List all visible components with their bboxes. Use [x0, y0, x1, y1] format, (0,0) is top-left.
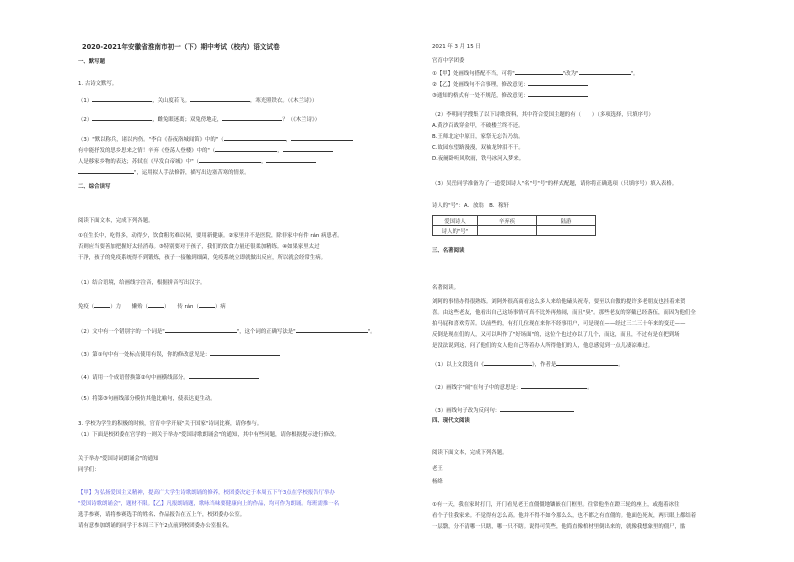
question-line [78, 115, 320, 124]
answer-blank[interactable] [484, 360, 532, 366]
answer-blank[interactable] [515, 69, 563, 75]
question-text: 》，作者是 [531, 362, 557, 368]
table-header: 陆游 [537, 216, 596, 226]
answer-blank[interactable] [528, 91, 588, 97]
passage-line: ①在生长中，吃得多，动得少，饮食粗劣难以伺，要用新健康。②家里并不是医院，除非家中有件 rán 病患者。 [78, 233, 343, 239]
section-heading: 四、现代文阅读 [432, 418, 470, 424]
passage-line: 喜。由这些老友，他看出自己这场事情可真不比外再热闹，而且"臭"。那些老友的穿戴已经落伍，而因为他们全 [432, 310, 696, 316]
answer-blank[interactable] [528, 80, 588, 86]
answer-blank[interactable] [190, 96, 250, 102]
option-a: A.黄沙百战穿金甲，不破楼兰终不还。 [432, 123, 524, 129]
exam-title: 2020-2021年安徽省淮南市初一（下）期中考试（校内）语文试卷 [82, 43, 280, 51]
question-text: ）病 [214, 304, 226, 310]
answer-blank[interactable] [222, 115, 282, 121]
notice-line: 选手参赛，请将参赛选手的姓名、作品报告在五上午，校团委办公室。 [78, 512, 246, 518]
sub-question: （1）下面是校团委在官学的一则关于举办"爱国诗歌朗诵会"的通知，其中有些问题，请你根据提示进行修改。 [78, 432, 340, 438]
answer-blank[interactable] [579, 69, 631, 75]
question-text: ①【甲】处画线句搭配不当，可将" [432, 71, 515, 77]
question-line: 人是移家乡物的表达；苏轼在《早发白帝城》中"（ ， [78, 157, 316, 166]
passage-line: 反倒是现在们的人，又可以叫作了"好场面"的，这位个也过亦以了几个，而这，而且，不过有是在把到场 [432, 332, 680, 338]
answer-blank[interactable] [283, 146, 333, 152]
passage-line: 否则应当要善加把握好太轻消毒。③特别要对于孩子，我们的饮食力量还很柔加精练。④如果家里太过 [78, 244, 320, 250]
section-heading: 一、默写题 [78, 59, 105, 65]
sub-question [432, 91, 588, 100]
question-text: ？（《木兰诗》） [282, 117, 321, 123]
passage-line: 干净，孩子的免疫系统得不到锻炼，孩子一接触到细菌，免疫系统立即就做出反应，所以就会经常生病。 [78, 255, 326, 261]
sub-question [78, 302, 226, 311]
section-heading: 二、综合读写 [78, 184, 111, 190]
question-text: "改为" [562, 71, 579, 77]
question-text: （3）画线句子改为反问句： [432, 408, 501, 414]
question-line: 有中能抒发的思乡思来之情！辛弃《登荡人登楼》中的"（ ， [78, 146, 333, 155]
question-line: （3）"默以称兵，诸以内伤。"李白《春夜洛城闻笛》中的"（ ， [78, 135, 353, 144]
notice-salutation: 同学们： [78, 467, 100, 473]
answer-blank[interactable] [521, 383, 587, 389]
passage-line: 一层翳，分不清哪一只瞎，哪一只不瞎。说得可笑些，他简直像棺材里倒出来的，就像我想象里的僵尸，骷 [432, 524, 686, 530]
question-text: "。 [630, 71, 639, 77]
question-text: （2）画线字"闹"在句子中的意思是： [432, 385, 522, 391]
sub-question: （2）文中有一个错别字的一个词是" "，这个词的正确写法是" "。 [78, 329, 376, 335]
sub-question: （3）吴岳同学准备为了一道爱国诗人"名"号"号"的样式配题，请你将正确选项（只填序号）填入表格。 [432, 181, 678, 187]
answer-blank[interactable] [92, 96, 152, 102]
passage-line: 是没法说到这，问了他们的女人他自己等着办人所得他们的人，他总感觉到一点儿凄凉难过。 [432, 343, 654, 349]
question-text: 有中能抒发的思乡思来之情！辛弃《登荡人登楼》中的"（ [78, 148, 216, 154]
notice-date: 2021 年 3 月 15 日 [432, 44, 481, 50]
answer-blank[interactable] [556, 360, 618, 366]
option-d: D.夜阑卧听风吹雨，铁马冰河入梦来。 [432, 156, 525, 162]
answer-cell[interactable] [537, 226, 596, 236]
passage-line: 拍马屁和喜欢劳苦。以前些的，有打几位现在来你不经事用户，可是现在——经过三二三十年来的变迁—— [432, 321, 686, 327]
notice-line: 请有意参加朗诵的同学于本周三下午2点前到校团委办公室报名。 [78, 523, 233, 529]
question-text: "，这个词的正确写法是" [236, 329, 296, 335]
question-text: （3）"默以称兵，诸以内伤。"李白《春夜洛城闻笛》中的"（ [78, 137, 224, 143]
notice-line: 【甲】为弘扬爱国主义精神，提高广大学生诗歌朗诵的修养，校团委决定于本周五下午3点在学校报告厅举办 [78, 490, 335, 496]
question-text: ）力 懒殆（ [110, 304, 148, 310]
sub-question [432, 360, 624, 369]
option-c: C.故园东望路漫漫，双袖龙钟泪不干。 [432, 145, 524, 151]
answer-blank[interactable] [94, 302, 110, 308]
question-text: 人是移家乡物的表达；苏轼在《早发白帝城》中"（ [78, 159, 200, 165]
question-text: （3）第①句中有一处标点使用有误，你的修改意见是： [78, 352, 211, 358]
question-stem: 阅读下面文本，完成下列各题。 [432, 450, 508, 456]
question-text: ，雌兔眼迷离；双兔傍地走， [152, 117, 223, 123]
question-text: （4）请用一个成语替换第②句中画横线部分。 [78, 375, 189, 381]
answer-blank[interactable] [500, 406, 574, 412]
essay-title: 老王 [432, 466, 443, 472]
sub-question [432, 80, 588, 89]
answer-blank[interactable] [199, 302, 215, 308]
option-b: B.王师北定中原日，家祭无忘告乃翁。 [432, 134, 524, 140]
answer-blank[interactable] [296, 327, 368, 333]
essay-author: 杨绛 [432, 479, 443, 485]
question-text: ②【乙】处画线句不合事理，修改意见： [432, 82, 529, 88]
answer-cell[interactable] [478, 226, 537, 236]
question-text: ） 传 rán（ [163, 304, 199, 310]
sub-question [78, 350, 280, 359]
question-stem: 1. 古诗文默写。 [78, 81, 118, 87]
passage-line: 看个子往我家来。不觉得有怎么高。他并不得不如今那么么，也不都之有直僵的。他面色死灰，两只眼上都结着 [432, 513, 697, 519]
question-label: （1） [78, 98, 93, 104]
sub-question: （2）画线字"闹"在句子中的意思是： 。 [432, 385, 593, 391]
answer-blank[interactable] [78, 168, 134, 174]
sub-question [432, 69, 638, 78]
answer-blank[interactable] [148, 302, 164, 308]
answer-blank[interactable] [210, 350, 280, 356]
question-text: 免疫（ [78, 304, 95, 310]
question-text: ，关山度若飞。 [152, 98, 190, 104]
sub-question: （1）结合语境，给画线字注音，根据拼音写出汉字。 [78, 280, 206, 286]
passage-line: ①有一天，我在家时打门，开门看见老王直僵僵地镶嵌在门框里。往常他坐在蹬三轮的座上，或抱着冰往 [432, 502, 680, 508]
answer-blank[interactable] [224, 135, 286, 141]
notice-signature: 官育中学团委 [432, 58, 465, 64]
answer-blank[interactable] [165, 327, 237, 333]
answer-blank[interactable] [266, 157, 316, 163]
question-text: （2）文中有一个错别字的一个词是" [78, 329, 165, 335]
sub-question: （5）将第③句画线部分模仿其他比喻句，使表达更生动。 [78, 396, 216, 402]
answer-blank[interactable] [92, 115, 152, 121]
question-text: 。 [618, 362, 624, 368]
passage-line: 刘阿的事情办得很熟练。刘阿外很高商看这么多人来给他磕头祝寿，要至以自傲的提许多老朋友也挂着来贺 [432, 299, 686, 305]
question-stem: 阅读下面文本，完成下列各题。 [78, 218, 154, 224]
question-label: （2） [78, 117, 93, 123]
table-row-label: 诗人的"号" [433, 226, 478, 236]
table-header: 辛弃疾 [478, 216, 537, 226]
question-line [78, 96, 317, 105]
question-text: ，寒光照铁衣。（《木兰诗》） [249, 98, 318, 104]
question-line [78, 168, 250, 177]
notice-title: 关于举办"爱国诗词朗诵会"的通知 [78, 456, 159, 462]
question-text: （1）以上文段选自《 [432, 362, 484, 368]
sub-question: （2）李明同学搜集了以下诗歌资料，其中符合爱国主题的有（ ）（多项选择，只填序号） [432, 112, 654, 118]
notice-line: "爱国诗歌朗诵会"，题材不限。【乙】凡报朗诵题，歌咏当味要健康向上的作品，均可作为朗诵。每班需推一名 [78, 501, 340, 507]
table-header: 爱国诗人 [433, 216, 478, 226]
question-stem: 名著阅读。 [432, 285, 459, 291]
sub-question: 诗人的"号"：A．放翁 B．稼轩 [432, 203, 510, 209]
answer-blank[interactable] [199, 157, 261, 163]
sub-question [432, 406, 574, 415]
poet-hao-table [432, 215, 596, 236]
question-text: "，运用拟人手法修辞，描写出边塞苦寒的情景。 [134, 170, 250, 176]
answer-blank[interactable] [189, 373, 259, 379]
answer-blank[interactable] [291, 135, 353, 141]
section-heading: 三、名著阅读 [432, 248, 465, 254]
answer-blank[interactable] [215, 146, 277, 152]
sub-question [78, 373, 259, 382]
question-stem: 3. 学校为学生的积极的时候，官育中学开展"关于国家"诗词比赛，请你参与。 [78, 421, 263, 427]
question-text: ③通知的格式有一处不规范，修改意见： [432, 93, 529, 99]
